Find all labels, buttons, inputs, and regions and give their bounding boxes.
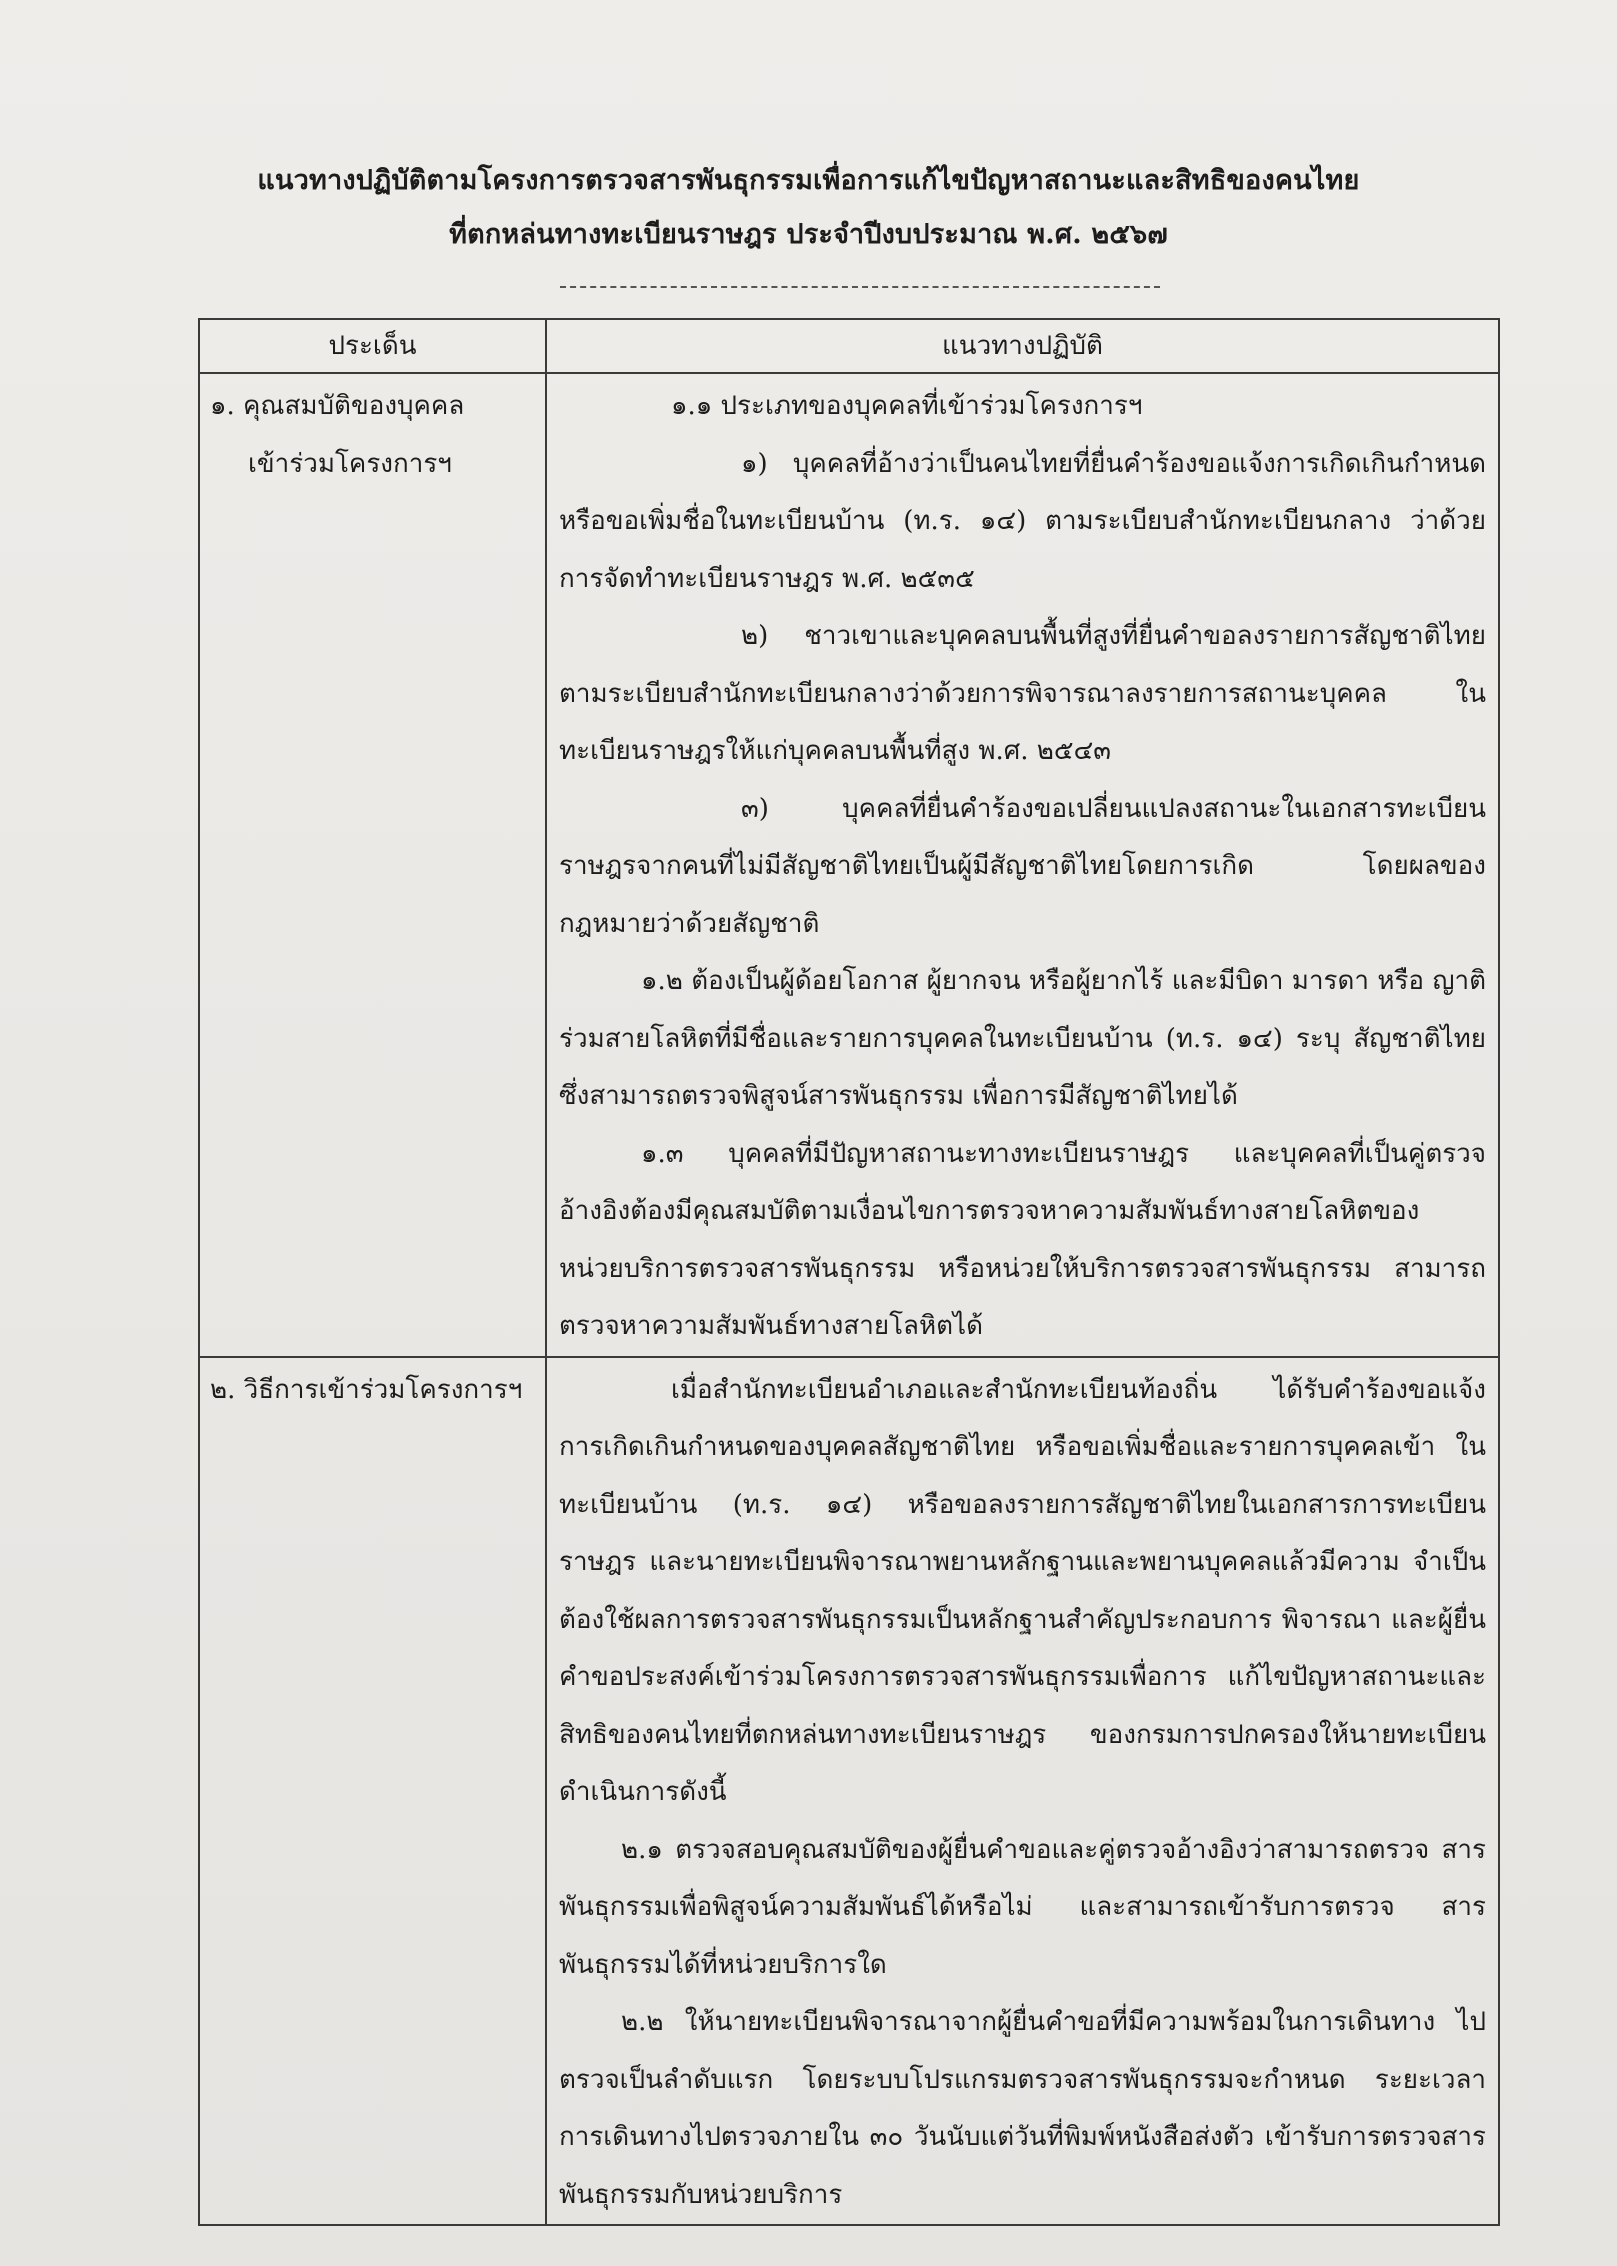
header-issue: ประเด็น <box>199 319 546 373</box>
practice-paragraph: ๒.๒ ให้นายทะเบียนพิจารณาจากผู้ยื่นคำขอที่มีความพร้อมในการเดินทาง ไปตรวจเป็นลำดับแรก โดยระบบโปรแกรมตรวจสารพันธุกรรมจะกำหนด ระยะเวลาการเดินทางไปตรวจภายใน ๓๐ วันนับแต่วันที่พิมพ์หนังสือส่งตัว เข้ารับการตรวจสารพันธุกรรมกับหน่วยบริการ <box>559 2007 1486 2210</box>
practice-paragraph: ๓) บุคคลที่ยื่นคำร้องขอเปลี่ยนแปลงสถานะในเอกสารทะเบียน ราษฎรจากคนที่ไม่มีสัญชาติไทยเป็นผู้มีสัญชาติไทยโดยการเกิด โดยผลของ กฎหมายว่าด้วยสัญชาติ <box>559 793 1486 939</box>
issue-cell <box>199 373 546 1357</box>
practice-paragraph: ๑.๓ บุคคลที่มีปัญหาสถานะทางทะเบียนราษฎร และบุคคลที่เป็นคู่ตรวจ อ้างอิงต้องมีคุณสมบัติตามเงื่อนไขการตรวจหาความสัมพันธ์ทางสายโลหิตของ หน่วยบริการตรวจสารพันธุกรรม หรือหน่วยให้บริการตรวจสารพันธุกรรม สามารถตรวจหาความสัมพันธ์ทางสายโลหิตได้ <box>559 1138 1486 1341</box>
practice-paragraph: ๑) บุคคลที่อ้างว่าเป็นคนไทยที่ยื่นคำร้องขอแจ้งการเกิดเกินกำหนด หรือขอเพิ่มชื่อในทะเบียนบ้าน (ท.ร. ๑๔) ตามระเบียบสำนักทะเบียนกลาง ว่าด้วยการจัดทำทะเบียนราษฎร พ.ศ. ๒๕๓๕ <box>559 448 1486 594</box>
practice-cell <box>546 1357 1499 2226</box>
practice-cell <box>546 373 1499 1357</box>
practice-paragraph: ๑.๒ ต้องเป็นผู้ด้อยโอกาส ผู้ยากจน หรือผู้ยากไร้ และมีบิดา มารดา หรือ ญาติร่วมสายโลหิตที่มีชื่อและรายการบุคคลในทะเบียนบ้าน (ท.ร. ๑๔) ระบุ สัญชาติไทย ซึ่งสามารถตรวจพิสูจน์สารพันธุกรรม เพื่อการมีสัญชาติไทยได้ <box>559 966 1487 1111</box>
issue-label: ๒. วิธีการเข้าร่วมโครงการฯ <box>210 1374 523 1405</box>
practice-paragraph: ๒.๑ ตรวจสอบคุณสมบัติของผู้ยื่นคำขอและคู่ตรวจอ้างอิงว่าสามารถตรวจ สารพันธุกรรมเพื่อพิสูจน์ความสัมพันธ์ได้หรือไม่ และสามารถเข้ารับการตรวจ สารพันธุกรรมได้ที่หน่วยบริการใด <box>559 1834 1486 1980</box>
issue-label: ๑. คุณสมบัติของบุคคล <box>210 391 465 421</box>
table-header-row <box>199 319 1499 373</box>
issue-label-cont: เข้าร่วมโครงการฯ <box>248 448 452 479</box>
header-practice: แนวทางปฏิบัติ <box>546 319 1499 373</box>
practice-paragraph: เมื่อสำนักทะเบียนอำเภอและสำนักทะเบียนท้องถิ่น ได้รับคำร้องขอแจ้ง การเกิดเกินกำหนดของบุคคลสัญชาติไทย หรือขอเพิ่มชื่อและรายการบุคคลเข้า ในทะเบียนบ้าน (ท.ร. ๑๔) หรือขอลงรายการสัญชาติไทยในเอกสารการทะเบียน ราษฎร และนายทะเบียนพิจารณาพยานหลักฐานและพยานบุคคลแล้วมีความ จำเป็นต้องใช้ผลการตรวจสารพันธุกรรมเป็นหลักฐานสำคัญประกอบการ พิจารณา และผู้ยื่นคำขอประสงค์เข้าร่วมโครงการตรวจสารพันธุกรรมเพื่อการ แก้ไขปัญหาสถานะและสิทธิของคนไทยที่ตกหล่นทางทะเบียนราษฎร ของกรมการปกครองให้นายทะเบียนดำเนินการดังนี้ <box>559 1374 1486 1807</box>
practice-paragraph: ๒) ชาวเขาและบุคคลบนพื้นที่สูงที่ยื่นคำขอลงรายการสัญชาติไทย ตามระเบียบสำนักทะเบียนกลางว่าด้วยการพิจารณาลงรายการสถานะบุคคล ในทะเบียนราษฎรให้แก่บุคคลบนพื้นที่สูง พ.ศ. ๒๕๔๓ <box>559 621 1486 766</box>
title-divider <box>560 286 1160 288</box>
guideline-table <box>198 318 1500 2226</box>
practice-paragraph: ๑.๑ ประเภทของบุคคลที่เข้าร่วมโครงการฯ <box>671 391 1143 421</box>
table-row-qualifications <box>199 373 1499 1357</box>
issue-cell <box>199 1357 546 2226</box>
document-title-line1: แนวทางปฏิบัติตามโครงการตรวจสารพันธุกรรมเพื่อการแก้ไขปัญหาสถานะและสิทธิของคนไทย <box>257 165 1360 196</box>
table-row-participation <box>199 1357 1499 2226</box>
document-title-line2: ที่ตกหล่นทางทะเบียนราษฎร ประจำปีงบประมาณ พ.ศ. ๒๕๖๗ <box>449 219 1168 250</box>
